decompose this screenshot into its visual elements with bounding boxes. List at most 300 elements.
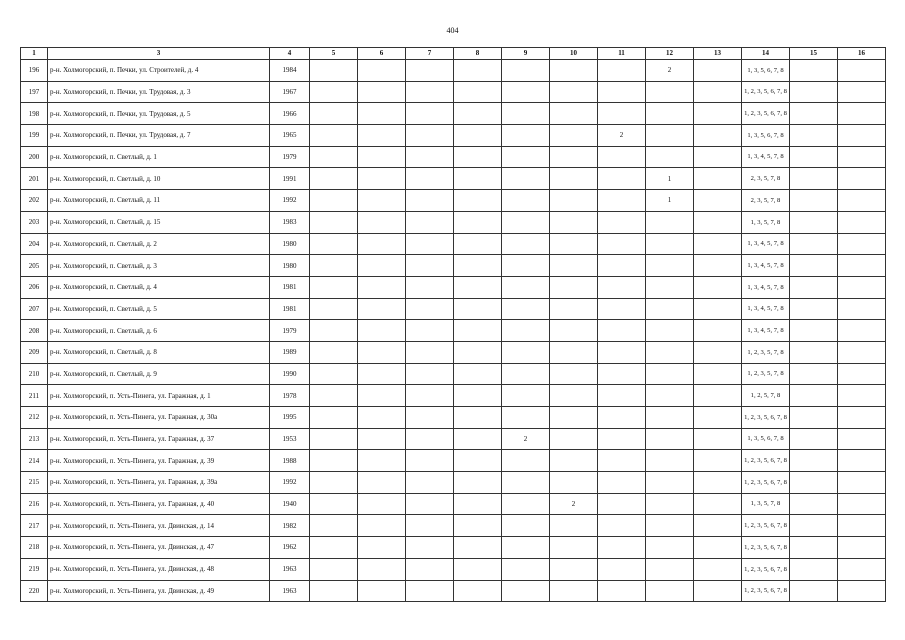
table-row [21, 298, 886, 320]
table-cell [502, 81, 550, 103]
column-header: 4 [270, 48, 310, 60]
column-header: 5 [310, 48, 358, 60]
table-cell [550, 60, 598, 82]
table-cell [358, 125, 406, 147]
table-cell [358, 81, 406, 103]
table-cell [358, 60, 406, 82]
table-cell [790, 298, 838, 320]
table-cell [790, 385, 838, 407]
row-number-cell: 212 [21, 407, 48, 429]
table-cell [502, 298, 550, 320]
table-cell [310, 146, 358, 168]
codes-cell: 1, 3, 5, 6, 7, 8 [742, 428, 790, 450]
table-cell [694, 255, 742, 277]
table-cell [454, 450, 502, 472]
table-cell [406, 233, 454, 255]
table-cell [550, 537, 598, 559]
table-cell [358, 493, 406, 515]
table-cell [790, 450, 838, 472]
table-cell [502, 493, 550, 515]
row-number-cell: 205 [21, 255, 48, 277]
address-cell: р-н. Холмогорский, п. Усть-Пинега, ул. Гаражная, д. 1 [48, 385, 270, 407]
table-cell [550, 276, 598, 298]
table-cell [310, 320, 358, 342]
table-row [21, 211, 886, 233]
year-cell: 1991 [270, 168, 310, 190]
address-cell: р-н. Холмогорский, п. Усть-Пинега, ул. Двинская, д. 49 [48, 580, 270, 602]
year-cell: 1981 [270, 276, 310, 298]
table-cell [502, 125, 550, 147]
table-cell [406, 81, 454, 103]
table-cell [598, 472, 646, 494]
table-cell [646, 276, 694, 298]
table-cell [502, 450, 550, 472]
table-cell [502, 103, 550, 125]
table-cell [310, 125, 358, 147]
year-cell: 1962 [270, 537, 310, 559]
table-cell [454, 407, 502, 429]
codes-cell: 1, 2, 3, 5, 6, 7, 8 [742, 450, 790, 472]
codes-cell: 1, 3, 4, 5, 7, 8 [742, 233, 790, 255]
table-cell [310, 276, 358, 298]
table-cell [694, 190, 742, 212]
table-cell [646, 515, 694, 537]
table-cell [454, 146, 502, 168]
codes-cell: 1, 3, 4, 5, 7, 8 [742, 255, 790, 277]
table-cell [838, 515, 886, 537]
table-cell [454, 493, 502, 515]
address-cell: р-н. Холмогорский, п. Светлый, д. 10 [48, 168, 270, 190]
table-cell [790, 515, 838, 537]
table-cell [358, 363, 406, 385]
table-cell [790, 190, 838, 212]
table-cell [406, 320, 454, 342]
year-cell: 1963 [270, 558, 310, 580]
codes-cell: 2, 3, 5, 7, 8 [742, 190, 790, 212]
table-cell [406, 60, 454, 82]
row-number-cell: 196 [21, 60, 48, 82]
table-cell [406, 472, 454, 494]
table-cell [550, 298, 598, 320]
table-cell [790, 60, 838, 82]
row-number-cell: 208 [21, 320, 48, 342]
table-cell [550, 472, 598, 494]
table-cell [454, 363, 502, 385]
row-number-cell: 197 [21, 81, 48, 103]
table-cell [310, 385, 358, 407]
row-number-cell: 215 [21, 472, 48, 494]
row-number-cell: 207 [21, 298, 48, 320]
row-number-cell: 201 [21, 168, 48, 190]
table-cell [454, 81, 502, 103]
address-cell: р-н. Холмогорский, п. Светлый, д. 4 [48, 276, 270, 298]
column-header: 3 [48, 48, 270, 60]
table-cell [358, 146, 406, 168]
row-number-cell: 202 [21, 190, 48, 212]
table-row [21, 537, 886, 559]
table-cell [694, 580, 742, 602]
table-cell [598, 428, 646, 450]
table-cell [694, 233, 742, 255]
table-row [21, 515, 886, 537]
table-cell [550, 233, 598, 255]
table-cell [454, 472, 502, 494]
table-cell [310, 428, 358, 450]
table-cell [454, 125, 502, 147]
table-row [21, 341, 886, 363]
table-cell [358, 211, 406, 233]
table-cell [406, 493, 454, 515]
table-row [21, 472, 886, 494]
table-cell [694, 125, 742, 147]
table-cell [646, 580, 694, 602]
address-cell: р-н. Холмогорский, п. Светлый, д. 15 [48, 211, 270, 233]
table-cell [790, 103, 838, 125]
table-cell [502, 320, 550, 342]
address-cell: р-н. Холмогорский, п. Печки, ул. Трудовая, д. 5 [48, 103, 270, 125]
table-cell [358, 233, 406, 255]
table-row [21, 493, 886, 515]
table-cell [310, 60, 358, 82]
table-cell [838, 493, 886, 515]
row-number-cell: 206 [21, 276, 48, 298]
table-cell: 2 [550, 493, 598, 515]
table-cell [838, 341, 886, 363]
table-cell [790, 211, 838, 233]
table-cell [406, 190, 454, 212]
table-cell [646, 211, 694, 233]
year-cell: 1982 [270, 515, 310, 537]
year-cell: 1984 [270, 60, 310, 82]
table-cell [454, 276, 502, 298]
table-row [21, 125, 886, 147]
address-cell: р-н. Холмогорский, п. Светлый, д. 11 [48, 190, 270, 212]
table-cell: 2 [646, 60, 694, 82]
table-row [21, 558, 886, 580]
table-cell [694, 211, 742, 233]
table-cell [406, 211, 454, 233]
year-cell: 1965 [270, 125, 310, 147]
table-cell [646, 233, 694, 255]
table-cell [454, 103, 502, 125]
table-cell [550, 103, 598, 125]
table-cell [502, 255, 550, 277]
table-cell [838, 298, 886, 320]
row-number-cell: 220 [21, 580, 48, 602]
table-cell [358, 407, 406, 429]
table-cell [406, 385, 454, 407]
table-cell [310, 211, 358, 233]
codes-cell: 1, 2, 3, 5, 7, 8 [742, 363, 790, 385]
address-cell: р-н. Холмогорский, п. Усть-Пинега, ул. Гаражная, д. 40 [48, 493, 270, 515]
table-cell [358, 276, 406, 298]
year-cell: 1989 [270, 341, 310, 363]
table-cell [598, 363, 646, 385]
table-cell [454, 190, 502, 212]
address-cell: р-н. Холмогорский, п. Светлый, д. 6 [48, 320, 270, 342]
table-row [21, 450, 886, 472]
table-cell [358, 515, 406, 537]
table-cell [838, 146, 886, 168]
column-header: 6 [358, 48, 406, 60]
address-cell: р-н. Холмогорский, п. Усть-Пинега, ул. Двинская, д. 48 [48, 558, 270, 580]
address-cell: р-н. Холмогорский, п. Усть-Пинега, ул. Гаражная, д. 39 [48, 450, 270, 472]
row-number-cell: 198 [21, 103, 48, 125]
row-number-cell: 219 [21, 558, 48, 580]
year-cell: 1978 [270, 385, 310, 407]
table-cell [550, 146, 598, 168]
table-cell [310, 515, 358, 537]
table-cell [502, 276, 550, 298]
codes-cell: 1, 2, 3, 5, 6, 7, 8 [742, 558, 790, 580]
address-cell: р-н. Холмогорский, п. Светлый, д. 9 [48, 363, 270, 385]
table-cell [598, 385, 646, 407]
codes-cell: 1, 2, 3, 5, 6, 7, 8 [742, 81, 790, 103]
table-cell [646, 537, 694, 559]
column-header: 7 [406, 48, 454, 60]
column-header: 12 [646, 48, 694, 60]
table-cell [646, 363, 694, 385]
table-row [21, 233, 886, 255]
table-cell [790, 81, 838, 103]
table-row [21, 428, 886, 450]
table-cell [358, 537, 406, 559]
codes-cell: 1, 2, 3, 5, 6, 7, 8 [742, 537, 790, 559]
table-cell [406, 341, 454, 363]
table-cell [838, 428, 886, 450]
year-cell: 1983 [270, 211, 310, 233]
table-cell [358, 558, 406, 580]
table-cell [598, 255, 646, 277]
table-cell [454, 558, 502, 580]
codes-cell: 1, 3, 5, 6, 7, 8 [742, 125, 790, 147]
table-cell [358, 580, 406, 602]
table-cell [790, 341, 838, 363]
table-row [21, 363, 886, 385]
table-cell [310, 537, 358, 559]
table-row [21, 407, 886, 429]
address-cell: р-н. Холмогорский, п. Светлый, д. 8 [48, 341, 270, 363]
table-cell [694, 428, 742, 450]
table-cell [358, 450, 406, 472]
row-number-cell: 203 [21, 211, 48, 233]
year-cell: 1940 [270, 493, 310, 515]
table-cell [694, 81, 742, 103]
table-cell [598, 298, 646, 320]
table-cell [550, 407, 598, 429]
table-cell [502, 363, 550, 385]
table-cell [454, 428, 502, 450]
table-cell [790, 472, 838, 494]
table-cell [646, 493, 694, 515]
table-cell [790, 146, 838, 168]
table-cell [598, 580, 646, 602]
table-cell [694, 276, 742, 298]
table-cell [598, 211, 646, 233]
table-cell [358, 385, 406, 407]
table-cell [838, 255, 886, 277]
year-cell: 1980 [270, 233, 310, 255]
table-cell [454, 255, 502, 277]
table-cell [454, 168, 502, 190]
table-cell: 1 [646, 190, 694, 212]
row-number-cell: 214 [21, 450, 48, 472]
table-cell [838, 385, 886, 407]
table-cell [406, 276, 454, 298]
table-cell [838, 407, 886, 429]
table-cell [646, 146, 694, 168]
table-cell [502, 385, 550, 407]
table-cell [838, 211, 886, 233]
address-cell: р-н. Холмогорский, п. Печки, ул. Трудовая, д. 7 [48, 125, 270, 147]
column-header: 1 [21, 48, 48, 60]
table-cell [550, 558, 598, 580]
codes-cell: 1, 2, 3, 5, 6, 7, 8 [742, 407, 790, 429]
row-number-cell: 210 [21, 363, 48, 385]
table-cell [550, 255, 598, 277]
table-cell [598, 407, 646, 429]
row-number-cell: 217 [21, 515, 48, 537]
table-cell [838, 276, 886, 298]
table-cell [838, 320, 886, 342]
table-cell [502, 233, 550, 255]
table-cell [646, 320, 694, 342]
year-cell: 1966 [270, 103, 310, 125]
table-cell [598, 341, 646, 363]
housing-register-table [20, 47, 886, 602]
table-row [21, 255, 886, 277]
year-cell: 1981 [270, 298, 310, 320]
row-number-cell: 209 [21, 341, 48, 363]
codes-cell: 1, 3, 5, 7, 8 [742, 211, 790, 233]
header-row [21, 48, 886, 60]
table-cell: 2 [502, 428, 550, 450]
table-cell [406, 363, 454, 385]
address-cell: р-н. Холмогорский, п. Печки, ул. Трудовая, д. 3 [48, 81, 270, 103]
year-cell: 1990 [270, 363, 310, 385]
table-cell [310, 341, 358, 363]
table-row [21, 190, 886, 212]
table-cell [790, 493, 838, 515]
table-cell [838, 558, 886, 580]
table-cell [694, 385, 742, 407]
page-number: 404 [446, 26, 459, 35]
table-cell [550, 428, 598, 450]
codes-cell: 1, 3, 5, 7, 8 [742, 493, 790, 515]
table-cell [838, 472, 886, 494]
table-cell [550, 515, 598, 537]
table-cell [454, 211, 502, 233]
table-cell [358, 320, 406, 342]
table-body [21, 60, 886, 602]
table-cell [694, 363, 742, 385]
table-cell [310, 233, 358, 255]
table-cell [454, 233, 502, 255]
table-cell [310, 168, 358, 190]
table-cell [358, 298, 406, 320]
table-cell: 1 [646, 168, 694, 190]
table-cell [646, 81, 694, 103]
table-cell [406, 125, 454, 147]
codes-cell: 1, 2, 5, 7, 8 [742, 385, 790, 407]
table-cell [310, 493, 358, 515]
table-cell [550, 81, 598, 103]
table-cell [646, 428, 694, 450]
table-cell [406, 428, 454, 450]
table-row [21, 276, 886, 298]
table-cell [550, 385, 598, 407]
table-cell [310, 558, 358, 580]
codes-cell: 1, 3, 4, 5, 7, 8 [742, 298, 790, 320]
table-cell [694, 168, 742, 190]
table-cell [550, 125, 598, 147]
table-cell [502, 341, 550, 363]
table-cell [646, 385, 694, 407]
table-cell [694, 407, 742, 429]
table-cell [694, 450, 742, 472]
table-cell [598, 103, 646, 125]
table-cell [502, 558, 550, 580]
year-cell: 1995 [270, 407, 310, 429]
table-cell [406, 450, 454, 472]
table-cell [838, 450, 886, 472]
table-cell [694, 103, 742, 125]
table-cell [694, 146, 742, 168]
table-cell [406, 537, 454, 559]
table-cell [454, 515, 502, 537]
table-cell [598, 537, 646, 559]
table-cell [358, 341, 406, 363]
year-cell: 1979 [270, 320, 310, 342]
table-cell [310, 190, 358, 212]
table-cell [310, 81, 358, 103]
row-number-cell: 211 [21, 385, 48, 407]
table-cell [646, 125, 694, 147]
year-cell: 1988 [270, 450, 310, 472]
codes-cell: 2, 3, 5, 7, 8 [742, 168, 790, 190]
table-cell [502, 472, 550, 494]
year-cell: 1979 [270, 146, 310, 168]
table-cell [694, 537, 742, 559]
table-cell [406, 515, 454, 537]
table-cell [838, 233, 886, 255]
table-cell [790, 363, 838, 385]
table-cell [502, 407, 550, 429]
codes-cell: 1, 3, 4, 5, 7, 8 [742, 276, 790, 298]
table-cell [406, 558, 454, 580]
table-cell [310, 450, 358, 472]
table-cell [454, 385, 502, 407]
table-row [21, 320, 886, 342]
address-cell: р-н. Холмогорский, п. Усть-Пинега, ул. Двинская, д. 47 [48, 537, 270, 559]
column-header: 15 [790, 48, 838, 60]
address-cell: р-н. Холмогорский, п. Светлый, д. 3 [48, 255, 270, 277]
row-number-cell: 204 [21, 233, 48, 255]
table-cell [838, 580, 886, 602]
table-row [21, 146, 886, 168]
table-cell [358, 190, 406, 212]
table-cell [502, 537, 550, 559]
table-cell [790, 255, 838, 277]
column-header: 11 [598, 48, 646, 60]
table-cell [646, 450, 694, 472]
table-cell [838, 60, 886, 82]
column-header: 9 [502, 48, 550, 60]
year-cell: 1992 [270, 190, 310, 212]
table-cell [790, 407, 838, 429]
codes-cell: 1, 3, 5, 6, 7, 8 [742, 60, 790, 82]
address-cell: р-н. Холмогорский, п. Усть-Пинега, ул. Гаражная, д. 39а [48, 472, 270, 494]
